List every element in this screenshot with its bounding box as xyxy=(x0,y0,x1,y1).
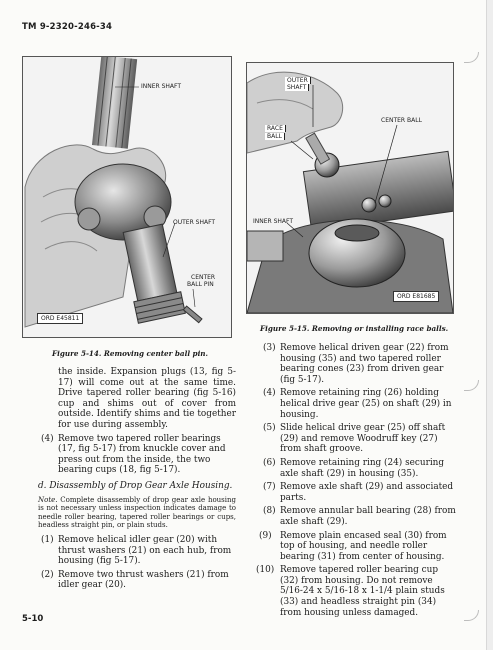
subheading: d. Disassembly of Drop Gear Axle Housing. xyxy=(38,480,233,491)
item-text: Remove helical idler gear (20) with thrust washers (21) on each hub, from housing (fig 5-17). xyxy=(58,534,232,567)
callout-center-ball-pin-line1: CENTER xyxy=(191,274,216,281)
page-number: 5-10 xyxy=(22,614,44,624)
item-number: (4) xyxy=(41,433,54,444)
photo-illustration xyxy=(247,63,453,313)
list-item xyxy=(263,482,456,503)
figure-caption: Figure 5-15. Removing or installing race balls. xyxy=(260,324,449,333)
callout-race-ball-line2: BALL xyxy=(265,133,285,140)
list-item xyxy=(263,457,456,479)
list-item xyxy=(41,534,236,567)
note-paragraph xyxy=(38,496,236,530)
item-number: (4) xyxy=(263,388,276,399)
callout-outer-shaft-line1: OUTER xyxy=(285,77,311,84)
item-number: (1) xyxy=(41,534,54,545)
callout-center-ball-pin-line2: BALL PIN xyxy=(187,281,214,288)
item-text: Remove retaining ring (24) securing axle shaft (29) in housing (35). xyxy=(280,457,445,479)
item-number: (10) xyxy=(256,565,275,576)
list-item xyxy=(259,530,456,563)
photo-race-balls xyxy=(246,62,454,314)
item-text: Remove axle shaft (29) and associated parts. xyxy=(280,482,454,503)
item-text: Remove annular ball bearing (28) from axle shaft (29). xyxy=(280,506,456,527)
page-edge xyxy=(486,0,493,650)
note-label: Note. xyxy=(38,495,58,504)
list-item xyxy=(263,343,456,385)
list-item xyxy=(263,388,456,420)
callout-outer-shaft: OUTER SHAFT xyxy=(173,219,216,226)
callout-inner-shaft: INNER SHAFT xyxy=(253,218,294,225)
left-text-column xyxy=(38,367,236,594)
callout-race-ball-line1: RACE xyxy=(265,125,286,132)
item-text: Remove helical driven gear (22) from housing (35) and two tapered roller bearing cones (23) from driven gear (fig 5-17). xyxy=(280,343,449,385)
photo-illustration xyxy=(23,57,231,337)
callout-inner-shaft: INNER SHAFT xyxy=(141,83,182,90)
list-item xyxy=(256,565,456,618)
continued-step-text: the inside. Expansion plugs (13, fig 5-17) will come out at the same time. Drive tapered roller bearing (fig 5-16) cup and shims out of cover from outside. Identify shims and tie together for use during assembly. xyxy=(58,367,236,430)
item-number: (7) xyxy=(263,482,276,493)
page-curl-mark xyxy=(464,610,479,621)
item-number: (5) xyxy=(263,423,276,434)
item-number: (8) xyxy=(263,506,276,517)
ord-label: ORD E81685 xyxy=(393,291,439,302)
item-number: (6) xyxy=(263,457,276,468)
item-text: Slide helical drive gear (25) off shaft (29) and remove Woodruff key (27) from shaft groove. xyxy=(280,423,446,455)
ord-label: ORD E45811 xyxy=(37,313,83,324)
document-number: TM 9-2320-246-34 xyxy=(22,22,113,32)
note-text: Complete disassembly of drop gear axle housing is not necessary unless inspection indicates damage to needle roller bearing, tapered roller bearings or cups, headless straight pin, or plain studs. xyxy=(38,495,236,530)
page-curl-mark xyxy=(464,380,479,391)
right-text-column xyxy=(256,343,456,621)
list-item xyxy=(263,506,456,527)
figure-caption: Figure 5-14. Removing center ball pin. xyxy=(52,349,209,358)
page-curl-mark xyxy=(464,52,479,63)
item-text: Remove retaining ring (26) holding helical drive gear (25) on shaft (29) in housing. xyxy=(280,388,452,420)
item-number: (9) xyxy=(259,530,272,541)
item-text: Remove two tapered roller bearings (17, fig 5-17) from knuckle cover and press out from the inside, the two bearing cups (18, fig 5-17). xyxy=(58,433,226,476)
photo-removing-center-ball-pin xyxy=(22,56,232,338)
list-item xyxy=(41,433,236,476)
callout-outer-shaft-line2: SHAFT xyxy=(285,84,309,91)
item-number: (3) xyxy=(263,343,276,353)
list-item xyxy=(263,423,456,455)
item-text: Remove tapered roller bearing cup (32) from housing. Do not remove 5/16-24 x 5/16-18 x 1-1/4 plain studs (33) and headless straight pin (34) from housing unless damaged. xyxy=(280,565,445,618)
list-item xyxy=(41,569,236,591)
callout-center-ball: CENTER BALL xyxy=(381,117,422,124)
item-number: (2) xyxy=(41,569,54,580)
item-text: Remove plain encased seal (30) from top of housing, and needle roller bearing (31) from center of housing. xyxy=(280,530,447,562)
item-text: Remove two thrust washers (21) from idler gear (20). xyxy=(58,569,229,591)
